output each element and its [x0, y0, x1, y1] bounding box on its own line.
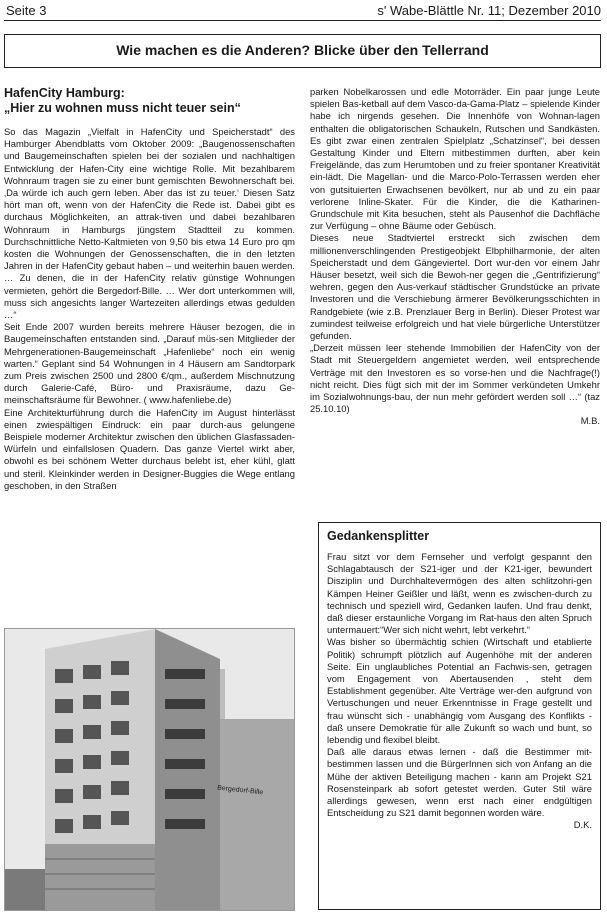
article-column-right: [310, 86, 600, 428]
photo-building-sign: Bergedorf-Bille: [216, 784, 264, 797]
article-paragraph: Dieses neue Stadtviertel erstreckt sich zwischen dem millionenverschlingenden Prestigeobjekt Elbphilharmonie, der alten Speicherstadt und dem Gängeviertel. Dort wur-den vor einem Jahr Häuser besetzt, weil sich die Bewoh-ner gegen die „Gentrifizierung“ wehren, gegen den Aus-verkauf städtischer Grundstücke an private Investoren und die Verschiebung ärmerer Bevölkerungsschichten in Randgebiete (wie z.B. Prenzlauer Berg in Berlin). Dieser Protest war zumindest teilweise erfolgreich und hat viele bürgerliche Unterstützer gefunden.: [310, 232, 600, 342]
issue-info: s' Wabe-Blättle Nr. 11; Dezember 2010: [377, 3, 601, 18]
article-paragraph: parken Nobelkarossen und edle Motorräder. Ein paar junge Leute spielen Bas-ketball auf dem Vasco-da-Gama-Platz – spielende Kinder habe ich nirgends gesehen. Die Innenhöfe von Wohnan-lagen enthalten die obligatorischen Schaukeln, Rutschen und Sandkästen. Es gibt zwar einen zentralen Spielplatz „Schatzinsel“, bei dessen Gestaltung Kinder und Eltern mitbestimmen durften, aber kein Freigelände, das zum Herumtoben und zu freier spontaner Kreativität ein-lädt. Die Magellan- und die Marco-Polo-Terrassen werden eher von gutsituierten Erwachsenen bevölkert, nur ab und zu ein paar verlorene Inline-Skater. Für die Kinder, die die Katharinen-Grundschule mit Kita besuchen, steht als Pausenhof die Dachfläche zur Verfügung – ohne Bäume oder Gebüsch.: [310, 86, 600, 232]
article-title-line2: „Hier zu wohnen muss nicht teuer sein“: [4, 101, 241, 115]
article-signature: M.B.: [580, 415, 600, 427]
box-paragraph: Frau sitzt vor dem Fernseher und verfolgt gespannt den Schlagabtausch der S21-iger und der K21-iger, bewundert Disziplin und Durchhaltevermögen des alten schlitzohri-gen Kämpen Heiner Geißler und läßt, wenn es zwischen-durch zu technisch und speziell wird, Gedanken laufen. Und frau denkt, daß dieser erstaunliche Vorgang im Rat-haus den alten Spruch untermauert:“Wer sich nicht wehrt, lebt verkehrt.“: [327, 551, 592, 636]
article-paragraph: Seit Ende 2007 wurden bereits mehrere Häuser bezogen, die in Baugemeinschaften entstanden sind. „Darauf müs-sen Mitglieder der Mehrgenerationen-Baugemeinschaft „Hafenliebe“ noch ein wenig warten.“ Geplant sind 54 Wohnungen in 4 Häusern am Sandtorpark zum Preis zwischen 2500 und 2800 €/qm., außerdem Mischnutzung durch Galerie-Café, Büro- und Praxisräume, dazu Ge-meinschaftsräume für Bewohner. ( www.hafenliebe.de): [4, 321, 295, 406]
article-paragraph: „Derzeit müssen leer stehende Immobilien der HafenCity von der Stadt mit Steuergeldern angemietet werden, weil entsprechende Verträge mit den Investoren es so vorse-hen und die Nachfrage(!) nicht reicht. Dies fügt sich mit der im Sommer verkündeten Umkehr im Sozialwohnungs-bau, der nun mehr gefördert werden soll …“ (taz 25.10.10): [310, 342, 600, 415]
box-paragraph: Daß alle daraus etwas lernen - daß die Bestimmer mit-bestimmen lassen und die BürgerInnen sich von Anfang an die Mühe der aktiven Beteiligung machen - kann am Projekt S21 Rosensteinpark ab sofort getestet werden. Guter Stil wäre allerdings gewesen, wenn erst nach einer endgültigen Entscheidung zu S21 damit begonnen worden wäre.: [327, 746, 592, 819]
article-paragraph: Eine Architekturführung durch die HafenCity im August hinterlässt einen zwiespältigen Eindruck: ein paar durch-aus gelungene Beispiele moderner Architektur zwischen den üblichen Glasfassaden-Würfeln und einfallslosen Quadern. Das ganze Viertel wirkt aber, obwohl es bei schönem Wetter durchaus belebt ist, eher kühl, glatt und steril. Kleinkinder werden in Designer-Buggies die Wege entlang geschoben, in den Straßen: [4, 406, 295, 491]
article-title: [4, 86, 295, 116]
box-title: Gedankensplitter: [327, 529, 430, 543]
building-illustration: [5, 629, 295, 911]
article-title-line1: HafenCity Hamburg:: [4, 86, 125, 100]
page-header: [4, 2, 601, 21]
box-text: [327, 551, 592, 832]
page-number: Seite 3: [6, 3, 47, 18]
section-banner: Wie machen es die Anderen? Blicke über den Tellerrand: [4, 34, 601, 68]
gedankensplitter-box: [318, 522, 601, 910]
building-photo: [4, 628, 295, 911]
article-column-left: [4, 86, 295, 492]
article-paragraph: So das Magazin „Vielfalt in HafenCity und Speicherstadt“ des Hamburger Abendblatts vom Oktober 2009: „Baugenossenschaften und Baugemeinschaften spielen bei der sozialen und nachhaltigen Entwicklung der Hafen-City eine wichtige Rolle. Mit bezahlbarem Wohnraum tragen sie zu einer bunt gemischten Bewohnerschaft bei. ‚Da würde ich auch gern leben. Aber das ist zu teuer.‘ Diesen Satz hört man oft, wenn von der HafenCity die Rede ist. Dabei gibt es durchaus Möglichkeiten, an attrak-tiven und dabei bezahlbaren Wohnraum in Hamburgs jüngstem Stadtteil zu kommen. Durchschnittliche Netto-Kaltmieten von 9,50 bis etwa 14 Euro pro qm kosten die Wohnungen der Genossenschaften, die in den letzten Jahren in der HafenCity gebaut haben – und weiterhin bauen werden. … Zu denen, die in der HafenCity relativ günstige Wohnungen vermieten, gehört die Bergedorf-Bille. … Wer dort unterkommen will, muss sich angesichts langer Wartezeiten allerdings etwas gedulden …“: [4, 126, 295, 321]
box-paragraph: Was bisher so übermächtig schien (Wirtschaft und etablierte Politik) schrumpft plötzlich auf Augenhöhe mit der anderen Seite. Ein unglaubliches Potential an Fachwis-sen, getragen vom Engagement von Abertausenden , steht dem Establishment gegenüber. Alte Verträge wer-den aufgrund von Vertuschungen und neuer Erkenntnisse in Frage gestellt und frau wünscht sich - unabhängig vom Ausgang des Konflikts - daß unsere Demokratie für alle Zukunft so wach und bunt, so lebendig und flexibel bleibt.: [327, 636, 592, 746]
box-signature: D.K.: [573, 819, 592, 831]
